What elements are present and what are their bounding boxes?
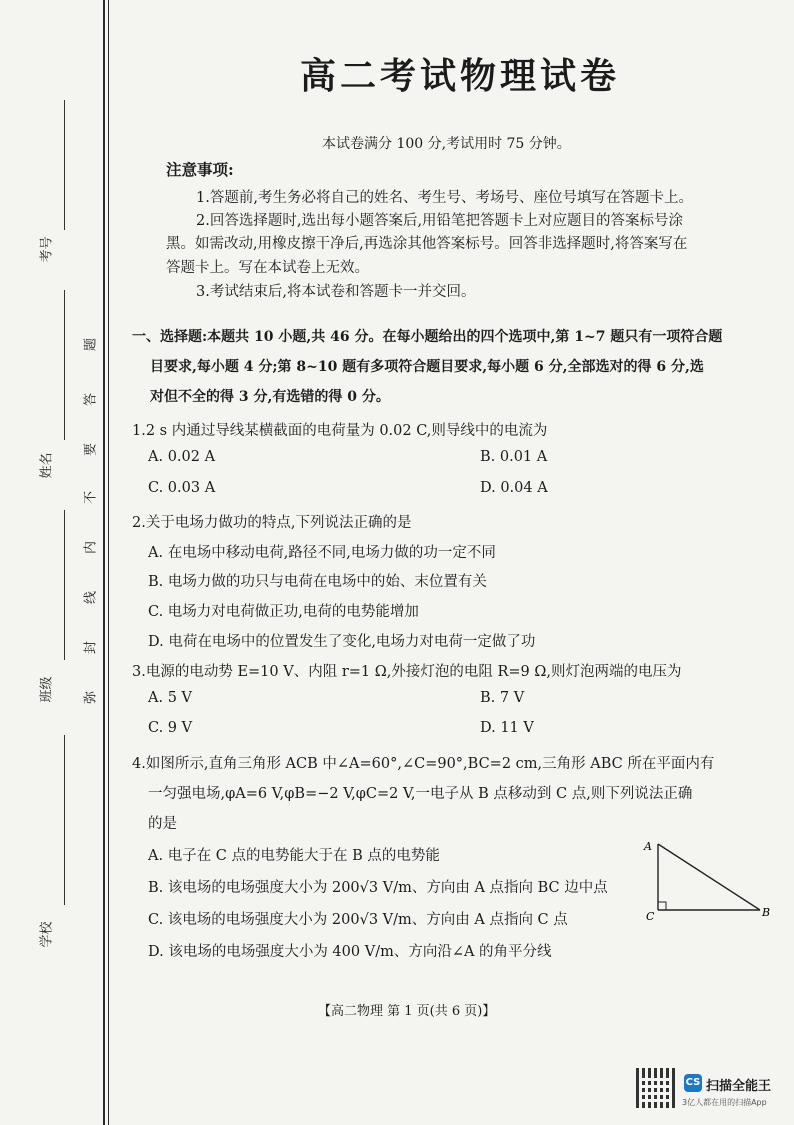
- vertex-c-label: C: [646, 910, 655, 923]
- page-footer: 【高二物理 第 1 页(共 6 页)】: [318, 1004, 496, 1019]
- notice-line: 答题卡上。写在本试卷上无效。: [166, 260, 369, 276]
- label-banji: 班级: [39, 676, 55, 703]
- watermark-tagline: 3亿人都在用的扫描App: [682, 1098, 767, 1107]
- label-xuexiao: 学校: [39, 921, 55, 948]
- option-a: A. 0.02 A: [148, 449, 216, 465]
- option-d: D. 电荷在电场中的位置发生了变化,电场力对电荷一定做了功: [148, 634, 536, 650]
- seal-char: 要: [83, 443, 99, 457]
- triangle-figure: [636, 836, 776, 926]
- label-kaohao: 考号: [39, 236, 55, 263]
- xingming-line: [64, 290, 65, 440]
- notice-heading: 注意事项:: [166, 160, 234, 179]
- option-c: C. 电场力对电荷做正功,电荷的电势能增加: [148, 604, 419, 620]
- option-a: A. 在电场中移动电荷,路径不同,电场力做的功一定不同: [148, 545, 496, 561]
- question-stem: 一匀强电场,φA=6 V,φB=−2 V,φC=2 V,一电子从 B 点移动到 C 点,则下列说法正确: [148, 786, 693, 802]
- question-stem: 3.电源的电动势 E=10 V、内阻 r=1 Ω,外接灯泡的电阻 R=9 Ω,则灯泡两端的电压为: [132, 664, 682, 680]
- option-c: C. 该电场的电场强度大小为 200√3 V/m、方向由 A 点指向 C 点: [148, 912, 568, 928]
- xuexiao-line: [64, 735, 65, 905]
- seal-char: 题: [83, 338, 99, 352]
- question-stem: 4.如图所示,直角三角形 ACB 中∠A=60°,∠C=90°,BC=2 cm,三角形 ABC 所在平面内有: [132, 756, 715, 772]
- option-d: D. 11 V: [480, 720, 534, 736]
- section-heading: 一、选择题:本题共 10 小题,共 46 分。在每小题给出的四个选项中,第 1~7 题只有一项符合题: [132, 329, 723, 345]
- binding-line-right: [108, 0, 109, 1125]
- question-stem: 1.2 s 内通过导线某横截面的电荷量为 0.02 C,则导线中的电流为: [132, 423, 548, 439]
- notice-line: 1.答题前,考生务必将自己的姓名、考生号、考场号、座位号填写在答题卡上。: [196, 190, 693, 206]
- vertex-b-label: B: [762, 906, 771, 919]
- seal-char: 线: [83, 591, 99, 605]
- seal-char: 答: [83, 393, 99, 407]
- option-a: A. 电子在 C 点的电势能大于在 B 点的电势能: [148, 848, 440, 864]
- exam-info: 本试卷满分 100 分,考试用时 75 分钟。: [322, 136, 571, 152]
- seal-char: 封: [83, 641, 99, 655]
- notice-line: 3.考试结束后,将本试卷和答题卡一并交回。: [196, 284, 476, 300]
- option-b: B. 7 V: [480, 690, 525, 706]
- banji-line: [64, 510, 65, 660]
- option-a: A. 5 V: [148, 690, 192, 706]
- option-b: B. 电场力做的功只与电荷在电场中的始、末位置有关: [148, 574, 487, 590]
- cs-logo-icon: CS: [684, 1074, 702, 1092]
- label-xingming: 姓名: [39, 452, 55, 479]
- seal-char: 弥: [83, 691, 99, 705]
- page-title: 高二考试物理试卷: [300, 55, 621, 97]
- vertex-a-label: A: [644, 840, 652, 853]
- option-b: B. 该电场的电场强度大小为 200√3 V/m、方向由 A 点指向 BC 边中点: [148, 880, 608, 896]
- notice-line: 2.回答选择题时,选出每小题答案后,用铅笔把答题卡上对应题目的答案标号涂: [196, 213, 684, 229]
- question-stem: 2.关于电场力做功的特点,下列说法正确的是: [132, 515, 412, 531]
- seal-char: 不: [83, 491, 99, 505]
- section-heading: 目要求,每小题 4 分;第 8~10 题有多项符合题目要求,每小题 6 分,全部选对的得 6 分,选: [150, 359, 704, 375]
- question-stem: 的是: [148, 816, 177, 832]
- qr-code-icon: [636, 1068, 676, 1108]
- binding-line-left: [103, 0, 105, 1125]
- option-d: D. 该电场的电场强度大小为 400 V/m、方向沿∠A 的角平分线: [148, 944, 552, 960]
- notice-line: 黑。如需改动,用橡皮擦干净后,再选涂其他答案标号。回答非选择题时,将答案写在: [166, 236, 688, 252]
- watermark-app-name: 扫描全能王: [706, 1079, 772, 1094]
- kaohao-line: [64, 100, 65, 230]
- option-b: B. 0.01 A: [480, 449, 548, 465]
- section-heading: 对但不全的得 3 分,有选错的得 0 分。: [150, 389, 390, 405]
- option-c: C. 9 V: [148, 720, 193, 736]
- seal-char: 内: [83, 541, 99, 555]
- option-c: C. 0.03 A: [148, 480, 216, 496]
- option-d: D. 0.04 A: [480, 480, 548, 496]
